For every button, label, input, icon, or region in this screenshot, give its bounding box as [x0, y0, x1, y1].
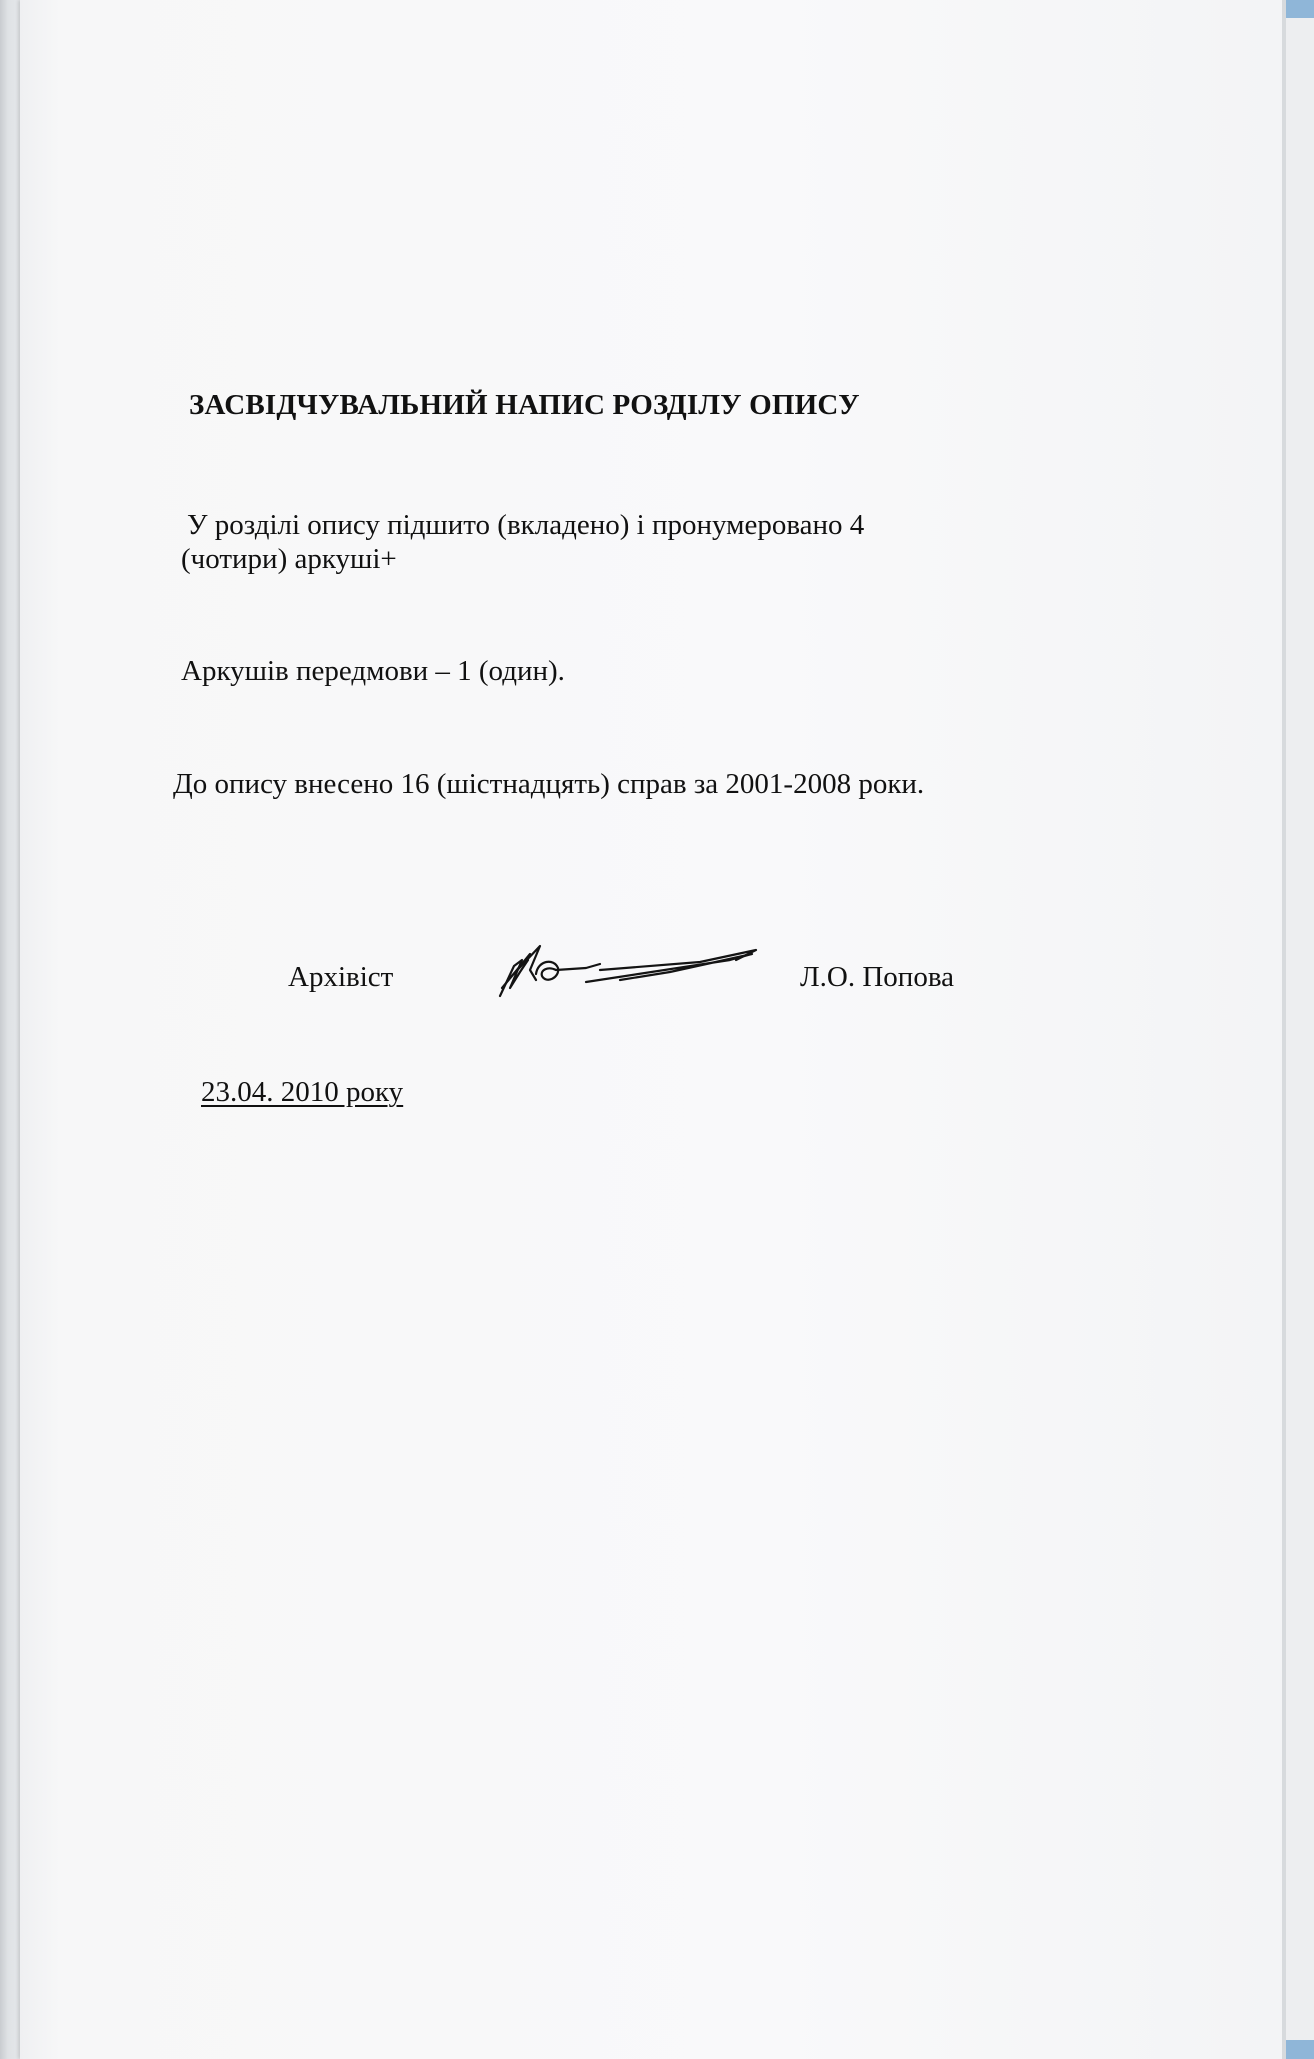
signer-name: Л.О. Попова: [800, 961, 955, 993]
cases-count-line: До опису внесено 16 (шістнадцять) справ за 2001-2008 роки.: [173, 768, 925, 800]
handwritten-signature: [490, 930, 770, 1002]
document-page: [20, 0, 1282, 2059]
preface-sheets-line: Аркушів передмови – 1 (один).: [181, 655, 565, 687]
sheets-count-line-2: (чотири) аркуші+: [181, 543, 397, 575]
page-edge: [1282, 0, 1286, 2059]
sheets-count-line-1: У розділі опису підшито (вкладено) і пронумеровано 4: [187, 509, 865, 541]
document-date: 23.04. 2010 року: [201, 1076, 404, 1108]
binding-tab-bottom-right: [1286, 2040, 1314, 2059]
signer-role: Архівіст: [288, 961, 394, 993]
document-title: ЗАСВІДЧУВАЛЬНИЙ НАПИС РОЗДІЛУ ОПИСУ: [189, 389, 860, 421]
